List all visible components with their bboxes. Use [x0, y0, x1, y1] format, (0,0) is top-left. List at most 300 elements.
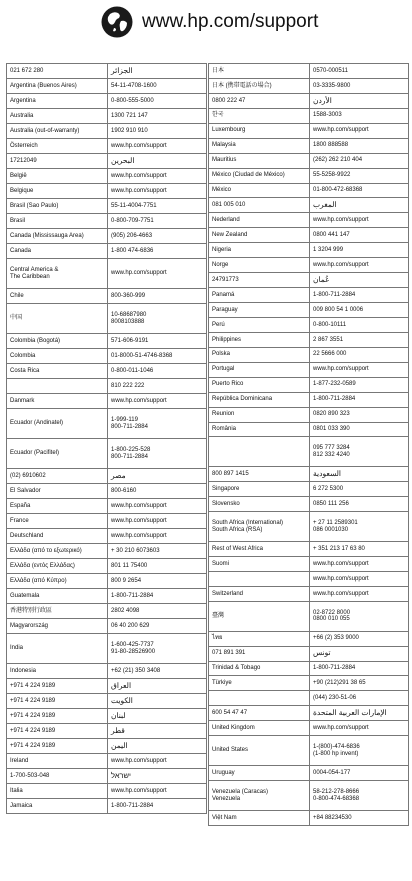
phone-value: www.hp.com/support	[313, 590, 369, 597]
table-row	[209, 64, 409, 79]
phone-cell	[108, 154, 207, 169]
phone-value: 801 11 75400	[111, 562, 148, 569]
country-cell	[7, 799, 108, 814]
table-row	[209, 123, 409, 138]
country-cell	[7, 559, 108, 574]
country-cell	[209, 183, 310, 198]
country-cell	[7, 64, 108, 79]
phone-cell	[310, 273, 409, 288]
phone-value: 1-999-119	[111, 416, 138, 423]
table-row	[209, 766, 409, 781]
phone-value: +66 (2) 353 9000	[313, 635, 359, 642]
phone-value: المغرب	[313, 200, 337, 210]
country-cell	[7, 664, 108, 679]
phone-cell	[310, 228, 409, 243]
country-cell	[209, 273, 310, 288]
country-cell	[209, 542, 310, 557]
country-label: España	[10, 502, 31, 509]
country-cell	[209, 646, 310, 661]
country-cell	[209, 781, 310, 811]
country-cell	[7, 394, 108, 409]
phone-cell	[108, 664, 207, 679]
country-label: 081 005 010	[212, 202, 246, 209]
country-cell	[209, 258, 310, 273]
country-label: Việt Nam	[212, 814, 237, 821]
table-row	[7, 184, 207, 199]
phone-cell	[310, 362, 409, 377]
phone-value: 55-5258-9922	[313, 172, 351, 179]
table-row	[7, 514, 207, 529]
country-cell	[7, 364, 108, 379]
phone-value: 009 800 54 1 0006	[313, 306, 364, 313]
phone-cell	[108, 244, 207, 259]
table-row	[7, 124, 207, 139]
country-cell	[209, 213, 310, 228]
phone-cell	[108, 499, 207, 514]
country-cell	[209, 422, 310, 437]
phone-value: www.hp.com/support	[313, 127, 369, 134]
phone-cell	[310, 512, 409, 542]
country-cell	[209, 392, 310, 407]
country-label: Venezuela (Caracas)	[212, 788, 269, 795]
country-cell	[209, 243, 310, 258]
table-row	[209, 482, 409, 497]
country-label: Perú	[212, 321, 225, 328]
country-cell	[7, 289, 108, 304]
country-cell	[7, 184, 108, 199]
phone-value: 1-800-711-2884	[313, 665, 356, 672]
table-row	[209, 213, 409, 228]
phone-value: 086 0001030	[313, 526, 349, 533]
phone-value: 1588-3003	[313, 112, 342, 119]
phone-value: 0004-054-177	[313, 769, 351, 776]
country-cell	[209, 556, 310, 571]
country-label: Magyarország	[10, 622, 49, 629]
phone-value: (044) 230-51-06	[313, 695, 357, 702]
table-row	[7, 109, 207, 124]
country-cell	[209, 691, 310, 706]
phone-value: 1-800 474-6836	[111, 247, 154, 254]
country-label: Nederland	[212, 217, 240, 224]
phone-cell	[310, 288, 409, 303]
phone-cell	[310, 108, 409, 123]
phone-value: 10-68687980	[111, 311, 147, 318]
country-cell	[209, 736, 310, 766]
country-label: United Kingdom	[212, 724, 255, 731]
phone-value: www.hp.com/support	[313, 575, 369, 582]
phone-cell	[310, 781, 409, 811]
country-cell	[7, 754, 108, 769]
country-cell	[7, 304, 108, 334]
country-label: 071 891 391	[212, 650, 246, 657]
country-label: Canada	[10, 247, 32, 254]
country-cell	[7, 379, 108, 394]
country-cell	[209, 377, 310, 392]
phone-value: 1300 721 147	[111, 112, 148, 119]
country-label: Paraguay	[212, 306, 238, 313]
phone-cell	[108, 304, 207, 334]
phone-value: 55-11-4004-7751	[111, 202, 157, 209]
country-label: +971 4 224 9189	[10, 712, 56, 719]
country-cell	[7, 724, 108, 739]
phone-cell	[310, 556, 409, 571]
country-label: The Caribbean	[10, 273, 50, 280]
country-cell	[7, 109, 108, 124]
country-label: Costa Rica	[10, 367, 40, 374]
country-cell	[209, 362, 310, 377]
table-row	[209, 407, 409, 422]
country-label: Panamá	[212, 291, 235, 298]
phone-cell	[310, 183, 409, 198]
country-cell	[7, 514, 108, 529]
phone-value: 0800 010 055	[313, 616, 350, 623]
table-row	[209, 542, 409, 557]
phone-cell	[310, 407, 409, 422]
country-label: 021 672 280	[10, 67, 44, 74]
table-row	[7, 559, 207, 574]
table-row	[7, 334, 207, 349]
phone-cell	[108, 184, 207, 199]
country-cell	[7, 409, 108, 439]
table-row	[209, 183, 409, 198]
country-label: El Salvador	[10, 487, 41, 494]
table-row	[209, 332, 409, 347]
table-row	[7, 409, 207, 439]
country-label: Suomi	[212, 560, 230, 567]
phone-cell	[310, 646, 409, 661]
phone-value: السعودية	[313, 469, 342, 478]
phone-cell	[310, 153, 409, 168]
country-label: Belgique	[10, 187, 34, 194]
phone-value: قطر	[111, 725, 125, 735]
country-label: Malaysia	[212, 142, 236, 149]
phone-cell	[108, 349, 207, 364]
country-cell	[7, 439, 108, 469]
phone-value: 800-6160	[111, 487, 137, 494]
country-label: Venezuela	[212, 795, 241, 802]
country-label: (02) 6910602	[10, 472, 46, 479]
phone-value: 0820 890 323	[313, 411, 350, 418]
table-row	[7, 259, 207, 289]
phone-cell	[108, 514, 207, 529]
phone-value: 06 40 200 629	[111, 622, 150, 629]
table-row	[209, 422, 409, 437]
table-row	[7, 724, 207, 739]
phone-value: 22 5666 000	[313, 351, 347, 358]
table-row	[209, 437, 409, 467]
country-label: Ελλάδα (από Κύπρο)	[10, 577, 67, 584]
phone-cell	[108, 634, 207, 664]
phone-cell	[108, 529, 207, 544]
phone-value: 02-8722 8000	[313, 609, 351, 616]
country-label: Canada (Mississauga Area)	[10, 232, 84, 239]
table-row	[209, 392, 409, 407]
table-row	[7, 64, 207, 79]
country-cell	[209, 138, 310, 153]
phone-value: 1-(800)-474-6836	[313, 744, 360, 751]
phone-value: الجزائر	[111, 65, 133, 75]
country-cell	[7, 214, 108, 229]
phone-cell	[108, 94, 207, 109]
country-cell	[209, 482, 310, 497]
phone-value: تونس	[313, 648, 331, 658]
table-row	[7, 694, 207, 709]
phone-cell	[310, 661, 409, 676]
phone-cell	[108, 64, 207, 79]
country-label: Reunion	[212, 411, 235, 418]
phone-value: 1-600-425-7737	[111, 641, 154, 648]
phone-cell	[108, 604, 207, 619]
table-row	[7, 769, 207, 784]
table-row	[209, 736, 409, 766]
phone-cell	[108, 214, 207, 229]
phone-value: www.hp.com/support	[313, 261, 369, 268]
phone-value: 54-11-4708-1600	[111, 82, 157, 89]
country-cell	[209, 317, 310, 332]
phone-cell	[108, 709, 207, 724]
phone-value: 1-800-225-528	[111, 446, 151, 453]
phone-cell	[310, 317, 409, 332]
phone-cell	[108, 574, 207, 589]
table-row	[209, 781, 409, 811]
country-cell	[7, 484, 108, 499]
phone-value: (905) 206-4663	[111, 232, 153, 239]
phone-value: 58-212-278-8666	[313, 788, 360, 795]
country-cell	[209, 631, 310, 646]
table-row	[7, 139, 207, 154]
support-url[interactable]: www.hp.com/support	[142, 11, 319, 32]
country-cell	[209, 64, 310, 79]
phone-cell	[108, 589, 207, 604]
table-row	[209, 198, 409, 213]
country-label: México	[212, 187, 232, 194]
phone-cell	[310, 676, 409, 691]
phone-value: 0801 033 390	[313, 426, 350, 433]
table-row	[7, 289, 207, 304]
table-row	[209, 168, 409, 183]
phone-cell	[310, 123, 409, 138]
country-cell	[7, 244, 108, 259]
country-cell	[7, 784, 108, 799]
phone-cell	[108, 754, 207, 769]
country-cell	[7, 169, 108, 184]
table-row	[209, 362, 409, 377]
phone-cell	[108, 169, 207, 184]
phone-value: www.hp.com/support	[111, 532, 167, 539]
phone-value: 1-800-711-2884	[313, 396, 356, 403]
country-cell	[209, 153, 310, 168]
country-label: Colombia	[10, 352, 36, 359]
table-row	[7, 214, 207, 229]
phone-value: 800-711-2884	[111, 423, 148, 430]
phone-cell	[108, 199, 207, 214]
support-header	[0, 0, 412, 44]
phone-cell	[108, 784, 207, 799]
country-cell	[209, 676, 310, 691]
country-cell	[7, 94, 108, 109]
table-row	[7, 799, 207, 814]
phone-cell	[310, 766, 409, 781]
phone-cell	[310, 93, 409, 108]
country-label: Türkiye	[212, 680, 232, 687]
table-row	[7, 469, 207, 484]
country-label: Australia (out-of-warranty)	[10, 127, 80, 134]
country-label: México (Ciudad de México)	[212, 172, 285, 179]
phone-value: www.hp.com/support	[111, 187, 167, 194]
phone-value: 1-800-711-2884	[313, 291, 356, 298]
phone-value: 812 332 4240	[313, 451, 350, 458]
country-label: Ελλάδα (εντός Ελλάδας)	[10, 562, 75, 569]
table-row	[209, 153, 409, 168]
phone-value: 6 272 5300	[313, 485, 344, 492]
phone-value: 1-800-711-2884	[111, 592, 154, 599]
phone-cell	[310, 601, 409, 631]
country-label: Ecuador (Andinatel)	[10, 420, 64, 427]
phone-value: 800-360-999	[111, 292, 146, 299]
phone-value: الإمارات العربية المتحدة	[313, 708, 387, 718]
phone-cell	[310, 213, 409, 228]
table-row	[7, 304, 207, 334]
phone-cell	[310, 437, 409, 467]
country-cell	[7, 469, 108, 484]
table-row	[209, 258, 409, 273]
phone-cell	[108, 364, 207, 379]
country-cell	[7, 139, 108, 154]
phone-value: العراق	[111, 680, 132, 690]
country-cell	[7, 529, 108, 544]
country-cell	[7, 199, 108, 214]
phone-cell	[108, 334, 207, 349]
phone-value: 1800 888588	[313, 142, 349, 149]
phone-value: 01-800-472-68368	[313, 187, 363, 194]
country-label: +971 4 224 9189	[10, 727, 56, 734]
country-cell	[7, 349, 108, 364]
phone-cell	[310, 542, 409, 557]
table-row	[7, 499, 207, 514]
table-row	[209, 721, 409, 736]
country-label: Ελλάδα (από το εξωτερικό)	[10, 547, 82, 554]
country-label: +971 4 224 9189	[10, 697, 56, 704]
table-row	[7, 79, 207, 94]
phone-value: ישראל	[111, 770, 131, 780]
hp-globe-icon	[100, 5, 134, 39]
country-label: Danmark	[10, 397, 35, 404]
table-row	[209, 586, 409, 601]
country-cell	[7, 259, 108, 289]
phone-value: 0-800-011-1046	[111, 367, 154, 374]
phone-value: 0850 111 256	[313, 500, 349, 507]
phone-value: www.hp.com/support	[111, 517, 167, 524]
table-row	[7, 529, 207, 544]
phone-cell	[310, 78, 409, 93]
table-row	[7, 364, 207, 379]
phone-cell	[310, 810, 409, 825]
table-row	[209, 646, 409, 661]
phone-value: 1-877-232-0589	[313, 381, 356, 388]
left-phone-table	[6, 63, 207, 814]
country-label: República Dominicana	[212, 396, 273, 403]
table-row	[7, 619, 207, 634]
phone-cell	[108, 679, 207, 694]
phone-cell	[310, 482, 409, 497]
country-cell	[209, 721, 310, 736]
table-row	[7, 604, 207, 619]
country-cell	[209, 586, 310, 601]
country-cell	[209, 93, 310, 108]
country-cell	[209, 497, 310, 512]
table-row	[209, 497, 409, 512]
phone-value: 1 3204 999	[313, 246, 344, 253]
table-row	[209, 467, 409, 482]
phone-cell	[108, 289, 207, 304]
phone-cell	[108, 79, 207, 94]
phone-value: الأردن	[313, 95, 332, 105]
country-cell	[7, 739, 108, 754]
country-label: Indonesia	[10, 667, 37, 674]
country-cell	[7, 634, 108, 664]
phone-cell	[108, 139, 207, 154]
phone-cell	[310, 377, 409, 392]
country-label: 香港特別行政區	[10, 607, 53, 614]
country-cell	[7, 694, 108, 709]
country-label: 日本 (携帯電話の場合)	[212, 82, 272, 89]
phone-cell	[108, 544, 207, 559]
table-row	[209, 676, 409, 691]
phone-value: عُمان	[313, 274, 330, 284]
phone-value: www.hp.com/support	[313, 560, 369, 567]
phone-value: 095 777 3284	[313, 445, 350, 452]
phone-value: 1902 910 910	[111, 127, 148, 134]
phone-cell	[310, 571, 409, 586]
phone-value: +90 (212)291 38 65	[313, 680, 366, 687]
phone-value: www.hp.com/support	[313, 366, 369, 373]
country-label: Colombia (Bogotá)	[10, 337, 61, 344]
phone-value: لبنان	[111, 710, 126, 720]
table-row	[7, 754, 207, 769]
country-label: Österreich	[10, 142, 38, 149]
country-cell	[209, 766, 310, 781]
phone-cell	[310, 258, 409, 273]
country-label: South Africa (RSA)	[212, 526, 263, 533]
country-label: Australia	[10, 112, 34, 119]
country-cell	[7, 499, 108, 514]
country-label: Nigeria	[212, 246, 232, 253]
phone-value: 03-3335-9800	[313, 82, 351, 89]
country-cell	[209, 347, 310, 362]
phone-cell	[108, 469, 207, 484]
phone-cell	[108, 694, 207, 709]
phone-value: + 30 210 6073603	[111, 547, 160, 554]
table-row	[7, 634, 207, 664]
phone-value: + 27 11 2589301	[313, 519, 358, 526]
phone-value: www.hp.com/support	[111, 142, 167, 149]
phone-cell	[310, 721, 409, 736]
country-label: Argentina (Buenos Aires)	[10, 82, 77, 89]
phone-cell	[310, 467, 409, 482]
country-cell	[7, 769, 108, 784]
country-label: Slovensko	[212, 500, 240, 507]
country-label: South Africa (International)	[212, 519, 284, 526]
phone-value: www.hp.com/support	[111, 270, 167, 277]
country-label: België	[10, 172, 27, 179]
country-cell	[209, 168, 310, 183]
country-label: Rest of West Africa	[212, 545, 263, 552]
phone-value: 01-8000-51-4746-8368	[111, 352, 173, 359]
country-label: Central America &	[10, 266, 59, 273]
table-row	[7, 484, 207, 499]
phone-value: (262) 262 210 404	[313, 157, 363, 164]
phone-value: +62 (21) 350 3408	[111, 667, 161, 674]
